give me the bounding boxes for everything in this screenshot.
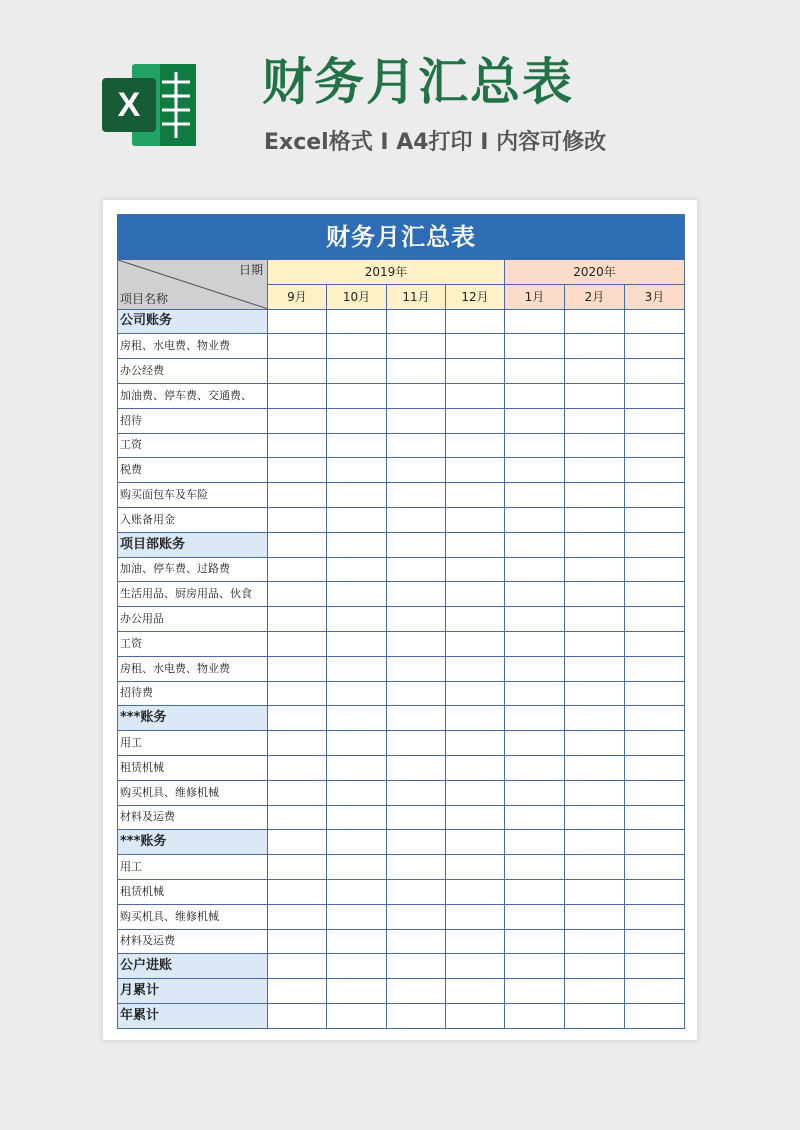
- value-cell[interactable]: [387, 582, 446, 607]
- section-label[interactable]: 年累计: [118, 1003, 268, 1028]
- value-cell[interactable]: [327, 458, 387, 483]
- table-row: [118, 780, 685, 805]
- table-row: [118, 879, 685, 904]
- value-cell[interactable]: [387, 334, 446, 359]
- table-row: [118, 334, 685, 359]
- value-cell[interactable]: [327, 507, 387, 532]
- value-cell[interactable]: [625, 433, 685, 458]
- item-label[interactable]: 房租、水电费、物业费: [118, 656, 268, 681]
- value-cell[interactable]: [327, 309, 387, 334]
- value-cell[interactable]: [625, 309, 685, 334]
- value-cell[interactable]: [387, 681, 446, 706]
- item-label[interactable]: 税费: [118, 458, 268, 483]
- value-cell[interactable]: [327, 557, 387, 582]
- value-cell[interactable]: [387, 507, 446, 532]
- value-cell[interactable]: [565, 830, 625, 855]
- page-subtitle: Excel格式 I A4打印 I 内容可修改: [264, 130, 607, 155]
- value-cell[interactable]: [565, 359, 625, 384]
- value-cell[interactable]: [446, 656, 505, 681]
- value-cell[interactable]: [505, 1003, 565, 1028]
- value-cell[interactable]: [625, 408, 685, 433]
- value-cell[interactable]: [268, 929, 327, 954]
- value-cell[interactable]: [625, 706, 685, 731]
- value-cell[interactable]: [446, 631, 505, 656]
- value-cell[interactable]: [446, 557, 505, 582]
- value-cell[interactable]: [268, 1003, 327, 1028]
- value-cell[interactable]: [268, 309, 327, 334]
- value-cell[interactable]: [505, 309, 565, 334]
- value-cell[interactable]: [387, 532, 446, 557]
- value-cell[interactable]: [625, 731, 685, 756]
- value-cell[interactable]: [327, 979, 387, 1004]
- value-cell[interactable]: [327, 582, 387, 607]
- value-cell[interactable]: [505, 929, 565, 954]
- value-cell[interactable]: [327, 855, 387, 880]
- value-cell[interactable]: [565, 1003, 625, 1028]
- value-cell[interactable]: [625, 805, 685, 830]
- table-row: [118, 433, 685, 458]
- value-cell[interactable]: [327, 334, 387, 359]
- value-cell[interactable]: [327, 383, 387, 408]
- value-cell[interactable]: [446, 383, 505, 408]
- table-banner: 财务月汇总表: [118, 215, 685, 260]
- value-cell[interactable]: [446, 904, 505, 929]
- table-row: [118, 929, 685, 954]
- value-cell[interactable]: [327, 433, 387, 458]
- value-cell[interactable]: [505, 780, 565, 805]
- value-cell[interactable]: [387, 607, 446, 632]
- value-cell[interactable]: [625, 383, 685, 408]
- value-cell[interactable]: [565, 904, 625, 929]
- value-cell[interactable]: [446, 359, 505, 384]
- value-cell[interactable]: [565, 507, 625, 532]
- value-cell[interactable]: [327, 904, 387, 929]
- value-cell[interactable]: [268, 408, 327, 433]
- value-cell[interactable]: [327, 408, 387, 433]
- value-cell[interactable]: [625, 557, 685, 582]
- table-row: [118, 631, 685, 656]
- value-cell[interactable]: [387, 309, 446, 334]
- value-cell[interactable]: [268, 433, 327, 458]
- value-cell[interactable]: [625, 830, 685, 855]
- table-row: [118, 582, 685, 607]
- value-cell[interactable]: [268, 656, 327, 681]
- item-label[interactable]: 生活用品、厨房用品、伙食: [118, 582, 268, 607]
- value-cell[interactable]: [387, 557, 446, 582]
- value-cell[interactable]: [446, 607, 505, 632]
- table-row: [118, 1003, 685, 1028]
- value-cell[interactable]: [446, 830, 505, 855]
- value-cell[interactable]: [565, 557, 625, 582]
- value-cell[interactable]: [625, 755, 685, 780]
- value-cell[interactable]: [625, 904, 685, 929]
- value-cell[interactable]: [505, 334, 565, 359]
- value-cell[interactable]: [505, 383, 565, 408]
- item-label[interactable]: 工资: [118, 631, 268, 656]
- value-cell[interactable]: [505, 631, 565, 656]
- table-row: [118, 507, 685, 532]
- excel-logo-icon: [102, 58, 200, 152]
- value-cell[interactable]: [268, 979, 327, 1004]
- item-label[interactable]: 招待费: [118, 681, 268, 706]
- value-cell[interactable]: [327, 656, 387, 681]
- item-label[interactable]: 入账备用金: [118, 507, 268, 532]
- value-cell[interactable]: [505, 582, 565, 607]
- value-cell[interactable]: [387, 359, 446, 384]
- value-cell[interactable]: [625, 507, 685, 532]
- value-cell[interactable]: [565, 855, 625, 880]
- section-label[interactable]: 公司账务: [118, 309, 268, 334]
- table-row: [118, 904, 685, 929]
- corner-date-label: 日期: [238, 263, 263, 277]
- value-cell[interactable]: [387, 433, 446, 458]
- item-label[interactable]: 办公用品: [118, 607, 268, 632]
- month-header: 1月: [505, 284, 565, 309]
- value-cell[interactable]: [268, 681, 327, 706]
- table-row: [118, 830, 685, 855]
- value-cell[interactable]: [327, 532, 387, 557]
- table-row: [118, 731, 685, 756]
- value-cell[interactable]: [505, 979, 565, 1004]
- item-label[interactable]: 办公经费: [118, 359, 268, 384]
- value-cell[interactable]: [565, 780, 625, 805]
- value-cell[interactable]: [327, 731, 387, 756]
- value-cell[interactable]: [387, 408, 446, 433]
- section-label[interactable]: 公户进账: [118, 954, 268, 979]
- value-cell[interactable]: [387, 458, 446, 483]
- value-cell[interactable]: [327, 631, 387, 656]
- month-header: 11月: [387, 284, 446, 309]
- year-header-2019: 2019年: [268, 260, 505, 285]
- item-label[interactable]: 购买机具、维修机械: [118, 904, 268, 929]
- value-cell[interactable]: [387, 929, 446, 954]
- value-cell[interactable]: [565, 954, 625, 979]
- value-cell[interactable]: [446, 408, 505, 433]
- value-cell[interactable]: [327, 929, 387, 954]
- value-cell[interactable]: [327, 780, 387, 805]
- value-cell[interactable]: [565, 582, 625, 607]
- table-row: [118, 359, 685, 384]
- value-cell[interactable]: [505, 507, 565, 532]
- item-label[interactable]: 工资: [118, 433, 268, 458]
- corner-name-label: 项目名称: [120, 291, 169, 306]
- value-cell[interactable]: [565, 979, 625, 1004]
- value-cell[interactable]: [625, 929, 685, 954]
- value-cell[interactable]: [505, 483, 565, 508]
- value-cell[interactable]: [268, 483, 327, 508]
- item-label[interactable]: 用工: [118, 731, 268, 756]
- value-cell[interactable]: [625, 681, 685, 706]
- value-cell[interactable]: [505, 681, 565, 706]
- value-cell[interactable]: [446, 507, 505, 532]
- value-cell[interactable]: [625, 607, 685, 632]
- page-title: 财务月汇总表: [262, 53, 574, 111]
- value-cell[interactable]: [446, 458, 505, 483]
- logo-letter: X: [117, 86, 141, 124]
- value-cell[interactable]: [505, 805, 565, 830]
- value-cell[interactable]: [625, 656, 685, 681]
- value-cell[interactable]: [565, 458, 625, 483]
- value-cell[interactable]: [625, 334, 685, 359]
- table-row: [118, 383, 685, 408]
- value-cell[interactable]: [387, 879, 446, 904]
- value-cell[interactable]: [565, 656, 625, 681]
- table-row: [118, 656, 685, 681]
- value-cell[interactable]: [625, 855, 685, 880]
- value-cell[interactable]: [505, 954, 565, 979]
- value-cell[interactable]: [565, 631, 625, 656]
- value-cell[interactable]: [327, 359, 387, 384]
- value-cell[interactable]: [565, 681, 625, 706]
- value-cell[interactable]: [387, 706, 446, 731]
- value-cell[interactable]: [327, 830, 387, 855]
- value-cell[interactable]: [505, 532, 565, 557]
- value-cell[interactable]: [268, 631, 327, 656]
- value-cell[interactable]: [327, 681, 387, 706]
- value-cell[interactable]: [505, 458, 565, 483]
- item-label[interactable]: 材料及运费: [118, 805, 268, 830]
- value-cell[interactable]: [446, 805, 505, 830]
- value-cell[interactable]: [327, 755, 387, 780]
- value-cell[interactable]: [565, 879, 625, 904]
- value-cell[interactable]: [327, 879, 387, 904]
- section-label[interactable]: 月累计: [118, 979, 268, 1004]
- value-cell[interactable]: [565, 929, 625, 954]
- value-cell[interactable]: [505, 656, 565, 681]
- value-cell[interactable]: [268, 532, 327, 557]
- value-cell[interactable]: [387, 904, 446, 929]
- item-label[interactable]: 材料及运费: [118, 929, 268, 954]
- value-cell[interactable]: [565, 408, 625, 433]
- value-cell[interactable]: [625, 1003, 685, 1028]
- value-cell[interactable]: [268, 755, 327, 780]
- month-header: 12月: [446, 284, 505, 309]
- table-row: [118, 309, 685, 334]
- value-cell[interactable]: [446, 706, 505, 731]
- value-cell[interactable]: [446, 755, 505, 780]
- value-cell[interactable]: [268, 334, 327, 359]
- value-cell[interactable]: [505, 359, 565, 384]
- value-cell[interactable]: [268, 879, 327, 904]
- value-cell[interactable]: [505, 755, 565, 780]
- value-cell[interactable]: [565, 755, 625, 780]
- value-cell[interactable]: [268, 855, 327, 880]
- value-cell[interactable]: [505, 607, 565, 632]
- value-cell[interactable]: [625, 458, 685, 483]
- table-row: [118, 557, 685, 582]
- value-cell[interactable]: [327, 607, 387, 632]
- month-header: 10月: [327, 284, 387, 309]
- value-cell[interactable]: [446, 855, 505, 880]
- value-cell[interactable]: [565, 532, 625, 557]
- section-label[interactable]: ***账务: [118, 830, 268, 855]
- value-cell[interactable]: [268, 731, 327, 756]
- value-cell[interactable]: [446, 780, 505, 805]
- value-cell[interactable]: [446, 879, 505, 904]
- value-cell[interactable]: [387, 731, 446, 756]
- value-cell[interactable]: [387, 631, 446, 656]
- value-cell[interactable]: [505, 731, 565, 756]
- value-cell[interactable]: [446, 582, 505, 607]
- value-cell[interactable]: [505, 433, 565, 458]
- value-cell[interactable]: [446, 929, 505, 954]
- value-cell[interactable]: [565, 383, 625, 408]
- value-cell[interactable]: [268, 706, 327, 731]
- value-cell[interactable]: [446, 731, 505, 756]
- table-row: [118, 483, 685, 508]
- value-cell[interactable]: [505, 855, 565, 880]
- item-label[interactable]: 购买机具、维修机械: [118, 780, 268, 805]
- value-cell[interactable]: [387, 656, 446, 681]
- value-cell[interactable]: [387, 755, 446, 780]
- value-cell[interactable]: [505, 830, 565, 855]
- value-cell[interactable]: [387, 780, 446, 805]
- value-cell[interactable]: [327, 954, 387, 979]
- item-label[interactable]: 招待: [118, 408, 268, 433]
- table-row: [118, 532, 685, 557]
- item-label[interactable]: 用工: [118, 855, 268, 880]
- value-cell[interactable]: [446, 532, 505, 557]
- value-cell[interactable]: [505, 706, 565, 731]
- value-cell[interactable]: [327, 805, 387, 830]
- value-cell[interactable]: [268, 904, 327, 929]
- value-cell[interactable]: [625, 532, 685, 557]
- value-cell[interactable]: [625, 483, 685, 508]
- value-cell[interactable]: [565, 607, 625, 632]
- item-label[interactable]: 租赁机械: [118, 879, 268, 904]
- table-row: [118, 681, 685, 706]
- corner-header: [118, 260, 268, 310]
- value-cell[interactable]: [505, 557, 565, 582]
- value-cell[interactable]: [505, 904, 565, 929]
- value-cell[interactable]: [625, 979, 685, 1004]
- value-cell[interactable]: [446, 483, 505, 508]
- value-cell[interactable]: [446, 334, 505, 359]
- value-cell[interactable]: [268, 458, 327, 483]
- item-label[interactable]: 房租、水电费、物业费: [118, 334, 268, 359]
- value-cell[interactable]: [387, 979, 446, 1004]
- table-row: [118, 408, 685, 433]
- value-cell[interactable]: [446, 309, 505, 334]
- month-header: 3月: [625, 284, 685, 309]
- value-cell[interactable]: [446, 681, 505, 706]
- value-cell[interactable]: [625, 582, 685, 607]
- value-cell[interactable]: [387, 1003, 446, 1028]
- table-row: [118, 706, 685, 731]
- table-row: [118, 607, 685, 632]
- value-cell[interactable]: [327, 1003, 387, 1028]
- item-label[interactable]: 加油、停车费、过路费: [118, 557, 268, 582]
- value-cell[interactable]: [268, 582, 327, 607]
- value-cell[interactable]: [505, 879, 565, 904]
- value-cell[interactable]: [565, 706, 625, 731]
- value-cell[interactable]: [387, 805, 446, 830]
- value-cell[interactable]: [625, 780, 685, 805]
- value-cell[interactable]: [565, 805, 625, 830]
- value-cell[interactable]: [387, 954, 446, 979]
- value-cell[interactable]: [268, 507, 327, 532]
- value-cell[interactable]: [625, 954, 685, 979]
- value-cell[interactable]: [625, 631, 685, 656]
- table-row: [118, 755, 685, 780]
- item-label[interactable]: 购买面包车及车险: [118, 483, 268, 508]
- value-cell[interactable]: [565, 334, 625, 359]
- value-cell[interactable]: [268, 383, 327, 408]
- value-cell[interactable]: [387, 830, 446, 855]
- table-row: [118, 458, 685, 483]
- value-cell[interactable]: [565, 309, 625, 334]
- value-cell[interactable]: [446, 1003, 505, 1028]
- section-label[interactable]: 项目部账务: [118, 532, 268, 557]
- value-cell[interactable]: [387, 855, 446, 880]
- value-cell[interactable]: [268, 954, 327, 979]
- finance-table: [117, 214, 685, 1029]
- table-row: [118, 954, 685, 979]
- value-cell[interactable]: [565, 433, 625, 458]
- value-cell[interactable]: [387, 383, 446, 408]
- year-header-2020: 2020年: [505, 260, 685, 285]
- value-cell[interactable]: [327, 483, 387, 508]
- value-cell[interactable]: [268, 607, 327, 632]
- section-label[interactable]: ***账务: [118, 706, 268, 731]
- value-cell[interactable]: [565, 731, 625, 756]
- value-cell[interactable]: [505, 408, 565, 433]
- value-cell[interactable]: [268, 805, 327, 830]
- spreadsheet: [117, 214, 684, 1029]
- value-cell[interactable]: [268, 359, 327, 384]
- month-header: 9月: [268, 284, 327, 309]
- value-cell[interactable]: [446, 979, 505, 1004]
- table-row: [118, 979, 685, 1004]
- value-cell[interactable]: [268, 557, 327, 582]
- value-cell[interactable]: [327, 706, 387, 731]
- month-header: 2月: [565, 284, 625, 309]
- value-cell[interactable]: [268, 780, 327, 805]
- value-cell[interactable]: [268, 830, 327, 855]
- table-row: [118, 805, 685, 830]
- item-label[interactable]: 加油费、停车费、交通费、: [118, 383, 268, 408]
- value-cell[interactable]: [446, 433, 505, 458]
- value-cell[interactable]: [387, 483, 446, 508]
- item-label[interactable]: 租赁机械: [118, 755, 268, 780]
- value-cell[interactable]: [625, 359, 685, 384]
- table-row: [118, 855, 685, 880]
- value-cell[interactable]: [446, 954, 505, 979]
- value-cell[interactable]: [625, 879, 685, 904]
- value-cell[interactable]: [565, 483, 625, 508]
